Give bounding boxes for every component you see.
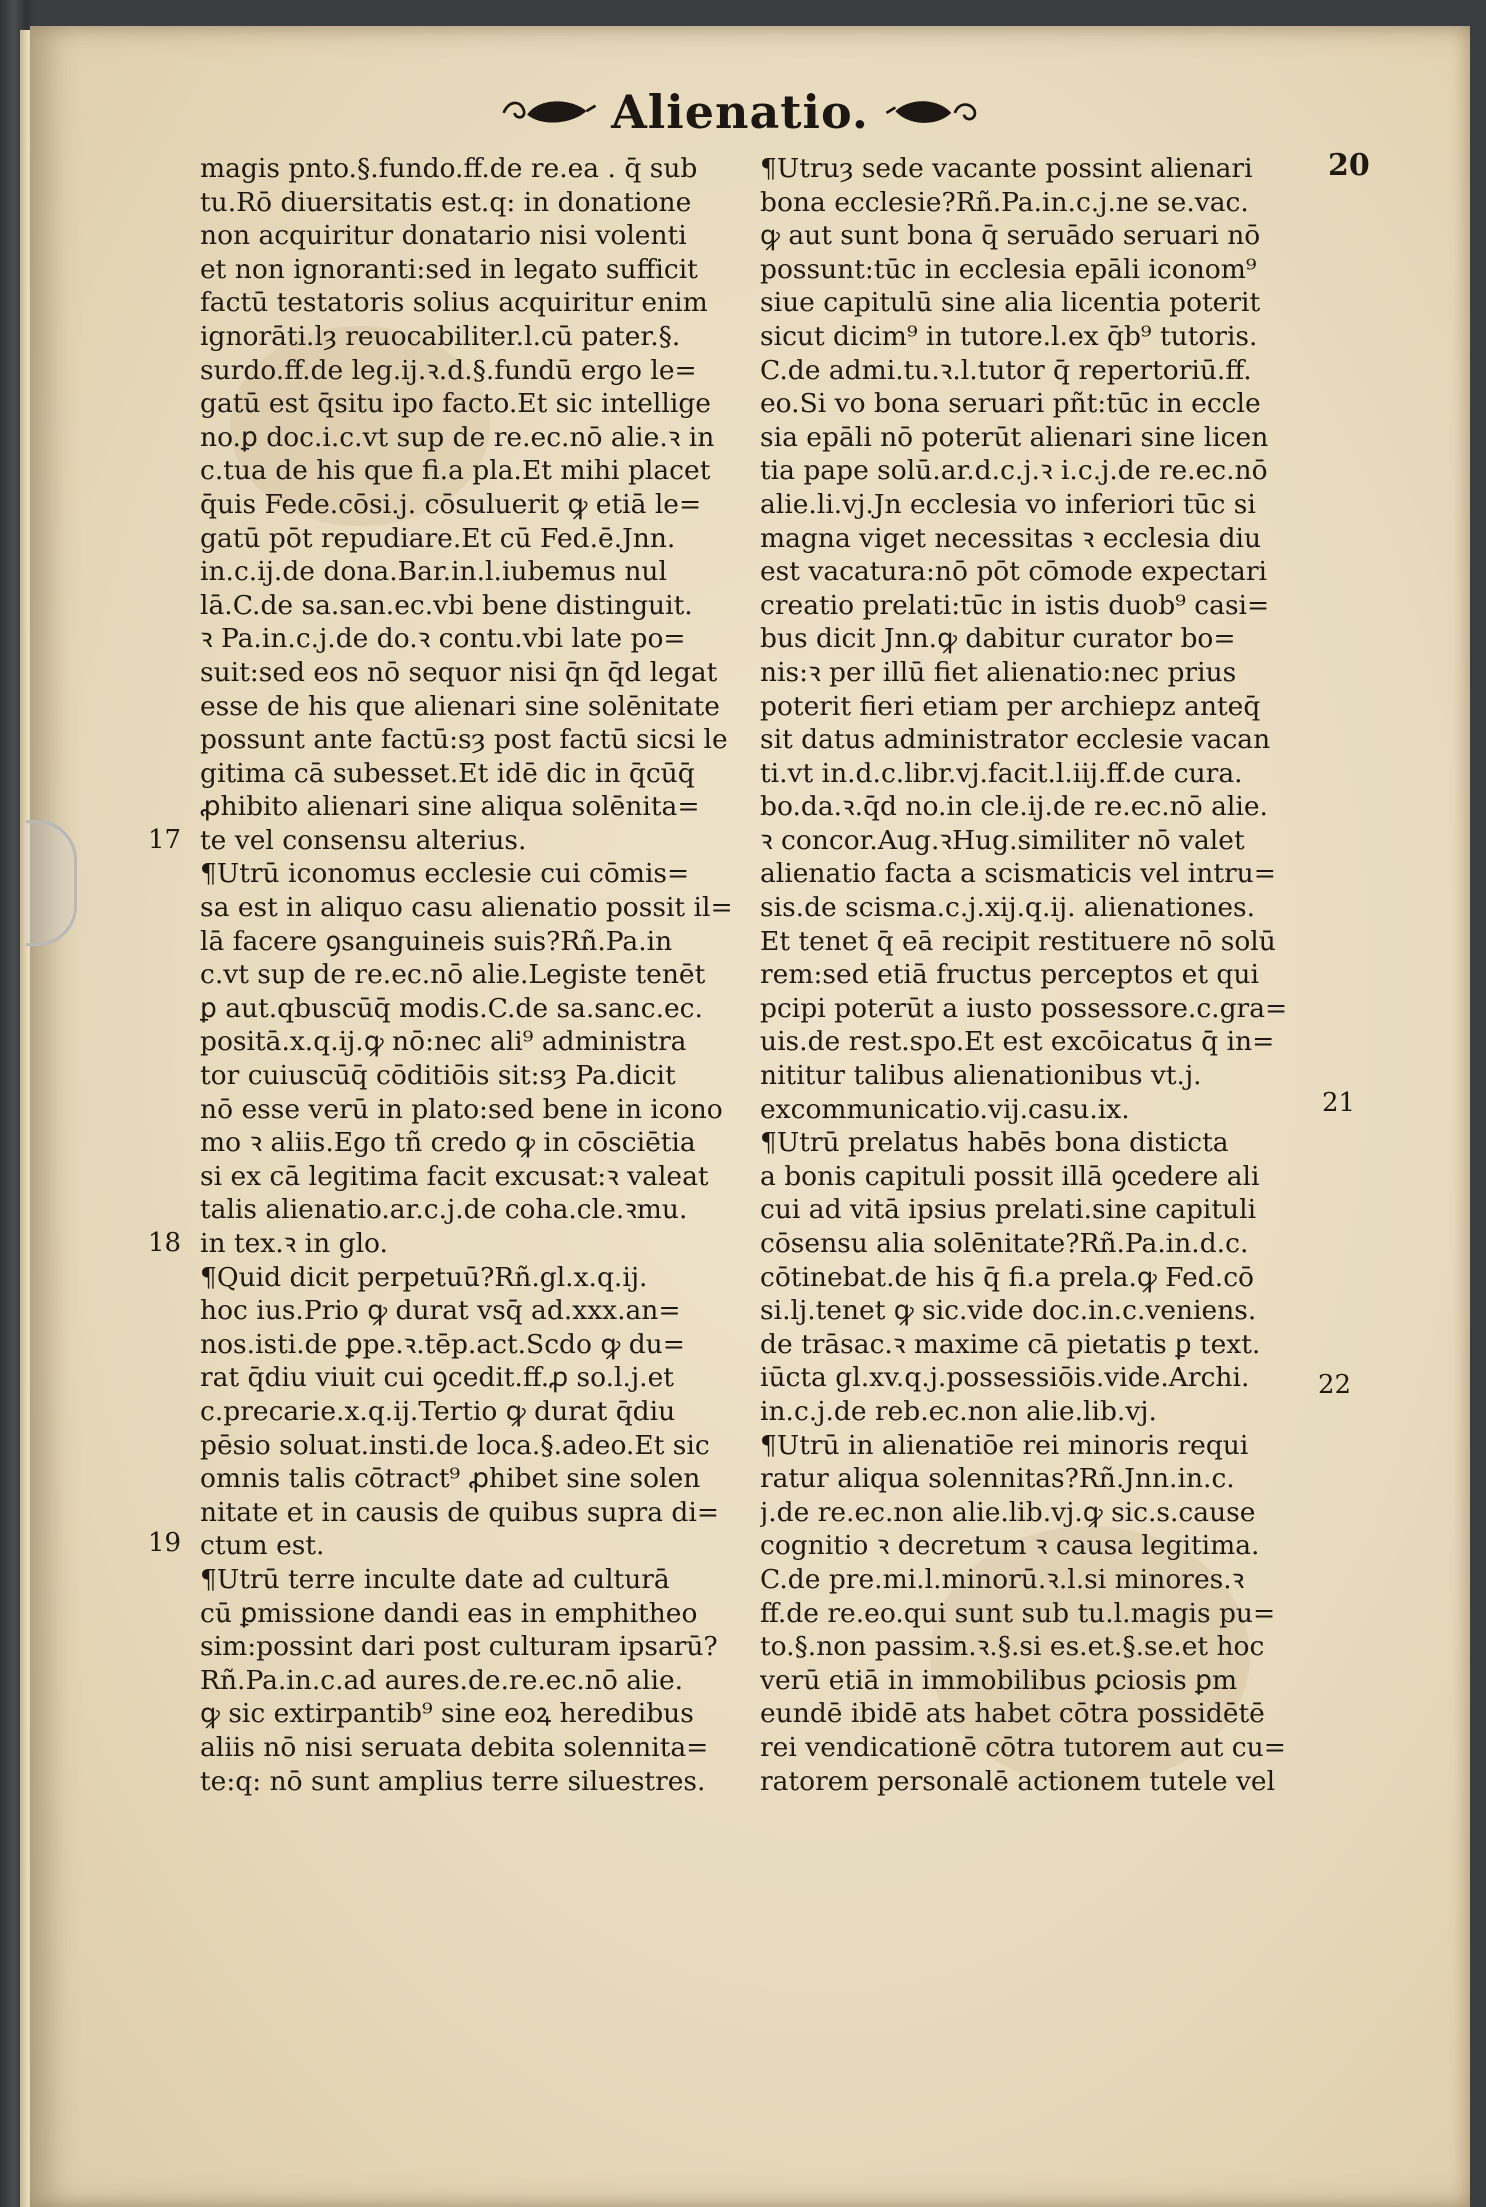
text-line: talis alienatio.ar.c.j.de coha.cle.ꝛmu.	[200, 1194, 688, 1226]
text-line: surdo.ff.de leg.ij.ꝛ.d.§.fundū ergo le=	[200, 354, 697, 386]
text-line: alienatio facta a scismaticis vel intru=	[760, 858, 1276, 890]
text-line: Rñ.Pa.in.c.ad aures.de.re.ec.nō alie.	[200, 1664, 684, 1696]
text-line: aliis nō nisi seruata debita solennita=	[200, 1731, 709, 1763]
text-line: ¶Quid dicit perpetuū?Rñ.gl.x.q.ij.	[200, 1261, 648, 1293]
text-line: nititur talibus alienationibus vt.j.	[760, 1060, 1202, 1092]
text-line: possunt ante factū:sȝ post factū sicsi le	[200, 724, 728, 756]
text-line: siue capitulū sine alia licentia poterit	[760, 287, 1261, 319]
question-number: 17	[148, 825, 182, 855]
text-line: cōtinebat.de his q̄ fi.a prela.ꝙ Fed.cō	[760, 1261, 1254, 1293]
text-line: eundē ibidē ats habet cōtra possidētē	[760, 1698, 1265, 1730]
text-line: bona ecclesie?Rñ.Pa.in.c.j.ne se.vac.	[760, 186, 1249, 218]
text-line: cognitio ꝛ decretum ꝛ causa legitima.	[760, 1530, 1260, 1562]
text-line: C.de pre.mi.l.minorū.ꝛ.l.si minores.ꝛ	[760, 1563, 1245, 1595]
right-leaf-ornament-icon	[881, 91, 980, 133]
text-line: ¶Utrū iconomus ecclesie cui cōmis=	[200, 858, 690, 890]
text-line: ratur aliqua solennitas?Rñ.Jnn.in.c.	[760, 1463, 1235, 1495]
running-header	[500, 82, 980, 142]
left-leaf-ornament-icon	[500, 91, 599, 133]
text-line: ctum est.	[200, 1530, 325, 1562]
text-line: q̄uis Fede.cōsi.j. cōsuluerit ꝙ etiā le=	[200, 488, 702, 520]
text-line: suit:sed eos nō sequor nisi q̄n q̄d legat	[200, 656, 718, 688]
page-number: 20	[1328, 148, 1370, 183]
text-line: rat q̄diu viuit cui ꝯcedit.ff.ꝓ so.l.j.et	[200, 1362, 674, 1394]
text-line: j.de re.ec.non alie.lib.vj.ꝙ sic.s.cause	[760, 1496, 1256, 1528]
text-line: ¶Utrū prelatus habēs bona disticta	[760, 1127, 1229, 1159]
text-line: lā facere ꝯsanguineis suis?Rñ.Pa.in	[200, 925, 673, 957]
text-line: ignorāti.lȝ reuocabiliter.l.cū pater.§.	[200, 320, 681, 352]
text-line: tor cuiuscūq̄ cōditiōis sit:sȝ Pa.dicit	[200, 1060, 676, 1092]
text-line: possunt:tūc in ecclesia epāli iconom⁹	[760, 253, 1257, 285]
text-line: sa est in aliquo casu alienatio possit il=	[200, 892, 733, 924]
text-line: Et tenet q̄ eā recipit restituere nō solū	[760, 925, 1276, 957]
text-line: ¶Utrū in alienatiōe rei minoris requi	[760, 1429, 1249, 1461]
text-line: ratorem personalē actionem tutele vel	[760, 1765, 1276, 1797]
text-line: ꝙ aut sunt bona q̄ seruādo seruari nō	[760, 220, 1261, 252]
text-line: ti.vt in.d.c.libr.vj.facit.l.iij.ff.de cura.	[760, 757, 1243, 789]
text-line: bus dicit Jnn.ꝙ dabitur curator bo=	[760, 623, 1236, 655]
text-line: ꝑ aut.qbuscūq̄ modis.C.de sa.sanc.ec.	[200, 992, 703, 1024]
text-line: c.tua de his que fi.a pla.Et mihi placet	[200, 455, 711, 487]
text-line: tu.Rō diuersitatis est.q: in donatione	[200, 186, 692, 218]
question-number: 19	[148, 1528, 182, 1558]
text-line: ¶Utrū terre inculte date ad culturā	[200, 1563, 670, 1595]
text-line: excommunicatio.vij.casu.ix.	[760, 1093, 1130, 1125]
text-line: positā.x.q.ij.ꝙ nō:nec ali⁹ administra	[200, 1026, 687, 1058]
text-line: creatio prelati:tūc in istis duob⁹ casi=	[760, 589, 1270, 621]
text-line: esse de his que alienari sine solēnitate	[200, 690, 720, 722]
page-title: Alienatio.	[611, 85, 869, 139]
left-text-column	[200, 152, 760, 1798]
text-line: c.precarie.x.q.ij.Tertio ꝙ durat q̄diu	[200, 1395, 676, 1427]
question-number: 22	[1318, 1370, 1352, 1400]
text-line: sim:possint dari post culturam ipsarū?	[200, 1631, 718, 1663]
text-line: mo ꝛ aliis.Ego tñ credo ꝙ in cōsciētia	[200, 1127, 696, 1159]
text-line: nō esse verū in plato:sed bene in icono	[200, 1093, 723, 1125]
text-line: gatū est q̄situ ipo facto.Et sic intellige	[200, 388, 711, 420]
text-line: de trāsac.ꝛ maxime cā pietatis ꝑ text.	[760, 1328, 1261, 1360]
text-line: no.ꝑ doc.i.c.vt sup de re.ec.nō alie.ꝛ in	[200, 421, 715, 453]
text-line: iūcta gl.xv.q.j.possessiōis.vide.Archi.	[760, 1362, 1250, 1394]
text-line: lā.C.de sa.san.ec.vbi bene distinguit.	[200, 589, 693, 621]
text-line: hoc ius.Prio ꝙ durat vsq̄ ad.xxx.an=	[200, 1295, 681, 1327]
text-line: cui ad vitā ipsius prelati.sine capituli	[760, 1194, 1257, 1226]
text-line: c.vt sup de re.ec.nō alie.Legiste tenēt	[200, 959, 706, 991]
text-line: tia pape solū.ar.d.c.j.ꝛ i.c.j.de re.ec.nō	[760, 455, 1268, 487]
text-line: in.c.j.de reb.ec.non alie.lib.vj.	[760, 1395, 1157, 1427]
text-line: pcipi poterūt a iusto possessore.c.gra=	[760, 992, 1288, 1024]
question-number: 21	[1322, 1088, 1356, 1118]
text-line: si ex cā legitima facit excusat:ꝛ valeat	[200, 1160, 709, 1192]
text-line: nis:ꝛ per illū fiet alienatio:nec prius	[760, 656, 1237, 688]
text-line: magna viget necessitas ꝛ ecclesia diu	[760, 522, 1262, 554]
text-line: non acquiritur donatario nisi volenti	[200, 220, 687, 252]
text-line: te vel consensu alterius.	[200, 824, 527, 856]
text-line: in.c.ij.de dona.Bar.in.l.iubemus nul	[200, 556, 667, 588]
text-line: omnis talis cōtract⁹ ꝓhibet sine solen	[200, 1463, 701, 1495]
text-line: nos.isti.de ꝑpe.ꝛ.tēp.act.Scdo ꝙ du=	[200, 1328, 685, 1360]
text-line: magis pnto.§.fundo.ff.de re.ea . q̄ sub	[200, 153, 698, 184]
text-line: sia epāli nō poterūt alienari sine licen	[760, 421, 1269, 453]
text-line: cū ꝑmissione dandi eas in emphitheo	[200, 1597, 698, 1629]
text-line: a bonis capituli possit illā ꝯcedere ali	[760, 1160, 1260, 1192]
text-line: to.§.non passim.ꝛ.§.si es.et.§.se.et hoc	[760, 1631, 1265, 1663]
text-line: uis.de rest.spo.Et est excōicatus q̄ in=	[760, 1026, 1275, 1058]
text-line: pēsio soluat.insti.de loca.§.adeo.Et sic	[200, 1429, 710, 1461]
text-line: ¶Utruȝ sede vacante possint alienari	[760, 153, 1253, 184]
text-line: rem:sed etiā fructus perceptos et qui	[760, 959, 1259, 991]
text-line: bo.da.ꝛ.q̄d no.in cle.ij.de re.ec.nō alie.	[760, 791, 1268, 823]
text-line: cōsensu alia solēnitate?Rñ.Pa.in.d.c.	[760, 1228, 1249, 1259]
text-line: nitate et in causis de quibus supra di=	[200, 1496, 720, 1528]
text-line: alie.li.vj.Jn ecclesia vo inferiori tūc si	[760, 488, 1256, 520]
text-line: et non ignoranti:sed in legato sufficit	[200, 253, 698, 285]
page-clip	[26, 820, 77, 946]
text-line: poterit fieri etiam per archiepz anteq̄	[760, 690, 1261, 722]
text-line: in tex.ꝛ in glo.	[200, 1228, 388, 1259]
text-line: gatū pōt repudiare.Et cū Fed.ē.Jnn.	[200, 522, 676, 554]
right-text-column	[760, 152, 1320, 1798]
text-line: rei vendicationē cōtra tutorem aut cu=	[760, 1731, 1286, 1763]
text-line: ꝙ sic extirpantib⁹ sine eoꝝ heredibus	[200, 1698, 694, 1730]
text-line: C.de admi.tu.ꝛ.l.tutor q̄ repertoriū.ff.	[760, 354, 1252, 386]
text-line: sit datus administrator ecclesie vacan	[760, 724, 1271, 756]
text-line: si.lj.tenet ꝙ sic.vide doc.in.c.veniens.	[760, 1295, 1257, 1327]
text-line: sicut dicim⁹ in tutore.l.ex q̄b⁹ tutoris.	[760, 320, 1258, 352]
question-number: 18	[148, 1228, 182, 1258]
text-line: factū testatoris solius acquiritur enim	[200, 287, 708, 319]
text-line: est vacatura:nō pōt cōmode expectari	[760, 556, 1267, 588]
text-line: eo.Si vo bona seruari pñt:tūc in eccle	[760, 388, 1261, 420]
text-line: te:q: nō sunt amplius terre siluestres.	[200, 1765, 706, 1797]
text-line: verū etiā in immobilibus ꝑciosis ꝑm	[760, 1664, 1238, 1696]
text-line: ff.de re.eo.qui sunt sub tu.l.magis pu=	[760, 1597, 1276, 1629]
text-line: ꝛ Pa.in.c.j.de do.ꝛ contu.vbi late po=	[200, 623, 686, 655]
text-line: ꝛ concor.Aug.ꝛHug.similiter nō valet	[760, 824, 1245, 856]
text-line: sis.de scisma.c.j.xij.q.ij. alienationes.	[760, 892, 1256, 924]
text-line: gitima cā subesset.Et idē dic in q̄cūq̄	[200, 757, 695, 789]
text-line: ꝓhibito alienari sine aliqua solēnita=	[200, 791, 700, 823]
